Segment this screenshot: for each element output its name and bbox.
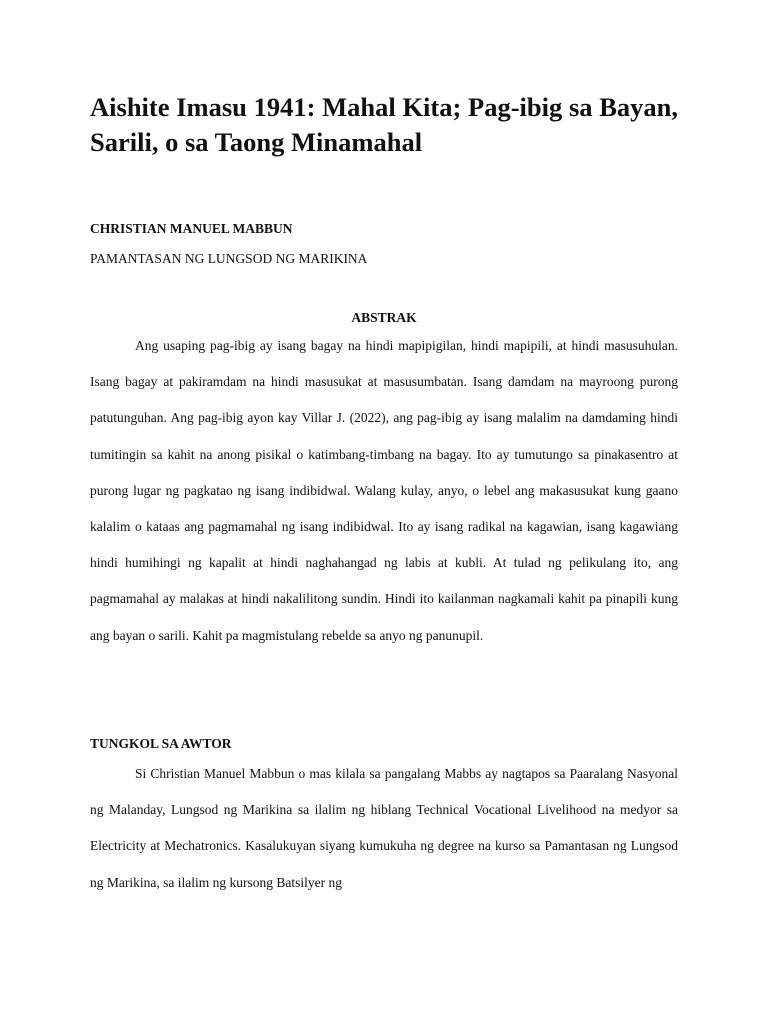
about-author-heading: TUNGKOL SA AWTOR [90, 736, 232, 751]
author-affiliation: PAMANTASAN NG LUNGSOD NG MARIKINA [90, 251, 368, 266]
about-author-section [90, 756, 678, 901]
author-name: CHRISTIAN MANUEL MABBUN [90, 221, 293, 236]
abstract-paragraph: Ang usaping pag-ibig ay isang bagay na hindi mapipigilan, hindi mapipili, at hindi masusuhulan. Isang bagay at pakiramdam na hindi masusukat at masusumbatan. Isang damdam na mayroong purong patutunguhan. Ang pag-ibig ayon kay Villar J. (2022), ang pag-ibig ay isang malalim na damdaming hindi tumitingin sa kahit na anong pisikal o katimbang-timbang na bagay. Ito ay tumutungo sa pinakasentro at purong lugar ng pagkatao ng isang indibidwal. Walang kulay, anyo, o lebel ang makasusukat kung gaano kalalim o kataas ang pagmamahal ng isang indibidwal. Ito ay isang radikal na kagawian, isang kagawiang hindi humihingi ng kapalit at hindi naghahangad ng labis at kubli. At tulad ng pelikulang ito, ang pagmamahal ay malakas at hindi nakalilitong sundin. Hindi ito kailanman nagkamali kahit pa pinapili kung ang bayan o sarili. Kahit pa magmistulang rebelde sa anyo ng panunupil. [90, 338, 678, 643]
document-title: Aishite Imasu 1941: Mahal Kita; Pag-ibig sa Bayan, Sarili, o sa Taong Minamahal [90, 92, 678, 157]
about-author-paragraph: Si Christian Manuel Mabbun o mas kilala sa pangalang Mabbs ay nagtapos sa Paaralang Nasyonal ng Malanday, Lungsod ng Marikina sa ilalim ng hiblang Technical Vocational Livelihood na medyor sa Electricity at Mechatronics. Kasalukuyan siyang kumukuha ng degree na kurso sa Pamantasan ng Lungsod ng Marikina, sa ilalim ng kursong Batsilyer ng [90, 766, 678, 890]
abstract-section [90, 328, 678, 654]
abstract-heading: ABSTRAK [351, 310, 417, 325]
